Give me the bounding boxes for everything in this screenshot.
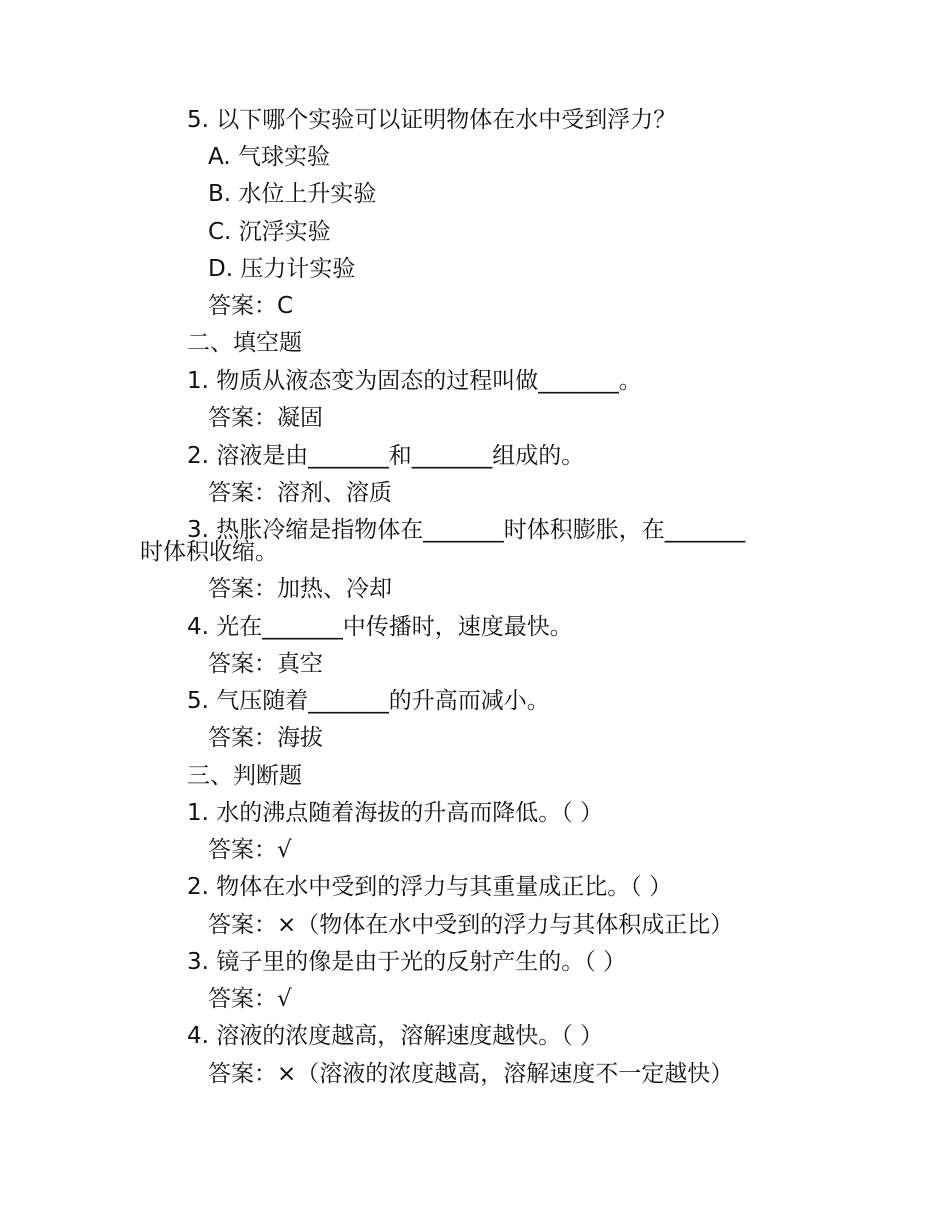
fill-answer-2: 答案：溶剂、溶质	[208, 480, 392, 506]
fill-answer-3: 答案：加热、冷却	[208, 576, 392, 602]
fill-answer-5: 答案：海拔	[208, 725, 323, 751]
mc-option-d: D. 压力计实验	[208, 256, 356, 282]
mc-option-a: A. 气球实验	[208, 144, 330, 170]
mc-option-b: B. 水位上升实验	[208, 181, 377, 207]
mc-answer-5: 答案：C	[208, 293, 294, 319]
tf-answer-1: 答案：√	[208, 837, 292, 863]
tf-question-1: 1. 水的沸点随着海拔的升高而降低。（ ）	[187, 800, 604, 826]
fill-question-4: 4. 光在_______中传播时，速度最快。	[187, 614, 573, 640]
tf-question-2: 2. 物体在水中受到的浮力与其重量成正比。（ ）	[187, 874, 673, 900]
fill-question-1: 1. 物质从液态变为固态的过程叫做_______。	[187, 368, 642, 394]
tf-answer-2: 答案：×（物体在水中受到的浮力与其体积成正比）	[208, 912, 734, 938]
section-heading-fill: 二、填空题	[187, 330, 302, 356]
fill-question-5: 5. 气压随着_______的升高而减小。	[187, 688, 550, 714]
mc-question-5: 5. 以下哪个实验可以证明物体在水中受到浮力？	[187, 107, 677, 133]
fill-answer-1: 答案：凝固	[208, 405, 323, 431]
mc-option-c: C. 沉浮实验	[208, 219, 331, 245]
fill-question-3-continued: 时体积收缩。	[140, 539, 278, 565]
tf-answer-4: 答案：×（溶液的浓度越高，溶解速度不一定越快）	[208, 1061, 734, 1087]
fill-question-2: 2. 溶液是由_______和_______组成的。	[187, 443, 585, 469]
section-heading-tf: 三、判断题	[187, 763, 302, 789]
fill-answer-4: 答案：真空	[208, 651, 323, 677]
fill-question-3: 3. 热胀冷缩是指物体在_______时体积膨胀，在_______	[187, 517, 746, 543]
tf-question-4: 4. 溶液的浓度越高，溶解速度越快。（ ）	[187, 1023, 604, 1049]
tf-answer-3: 答案：√	[208, 986, 292, 1012]
tf-question-3: 3. 镜子里的像是由于光的反射产生的。（ ）	[187, 949, 627, 975]
